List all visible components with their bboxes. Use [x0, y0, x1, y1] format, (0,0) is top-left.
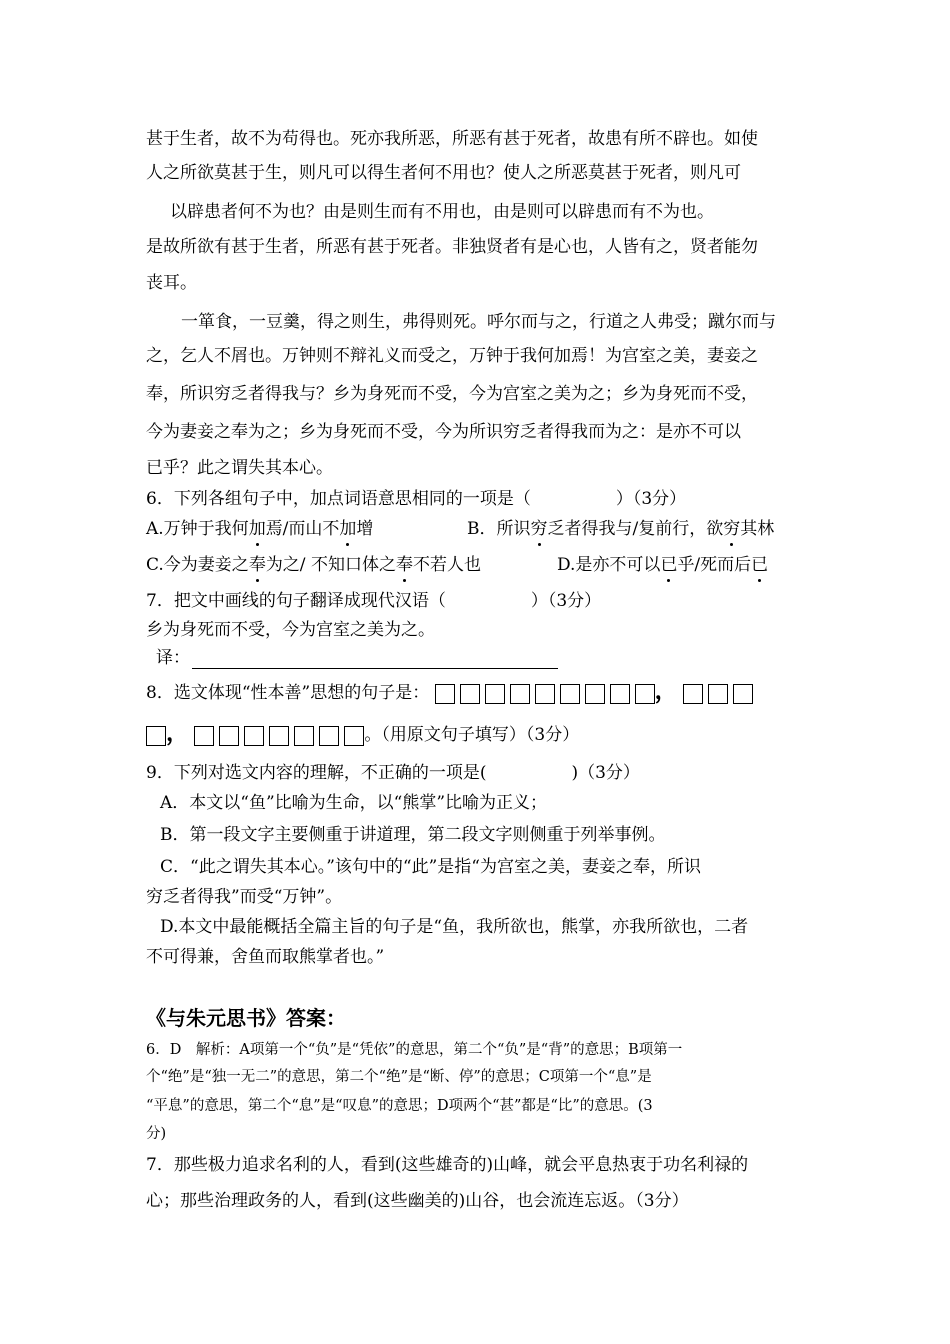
- question-9-option-d-cont: 不可得兼，舍鱼而取熊掌者也。”: [146, 947, 385, 967]
- answer-boxes: [683, 684, 753, 704]
- question-9-option-b: B．第一段文字主要侧重于讲道理，第二段文字则侧重于列举事例。: [160, 825, 666, 845]
- answer-box[interactable]: [708, 684, 728, 704]
- answer-box[interactable]: [683, 684, 703, 704]
- answer-box[interactable]: [460, 684, 480, 704]
- answer-box[interactable]: [510, 684, 530, 704]
- answer-box[interactable]: [535, 684, 555, 704]
- passage-line: 人之所欲莫甚于生，则凡可以得生者何不用也？使人之所恶莫甚于死者，则凡可: [146, 163, 741, 183]
- option-text: 其林: [740, 519, 775, 539]
- option-text: 增: [356, 519, 374, 539]
- answer-box[interactable]: [344, 726, 364, 746]
- answer-box[interactable]: [319, 726, 339, 746]
- option-text: 焉/而山不: [265, 519, 340, 539]
- question-8-line-1: [146, 678, 753, 706]
- dotted-word: 穷: [530, 519, 548, 539]
- answer-6-line: “平息”的意思，第二个“息”是“叹息”的意思；D项两个“甚”都是“比”的意思。(3: [146, 1098, 653, 1114]
- answer-box[interactable]: [435, 684, 455, 704]
- question-9-stem: 9．下列对选文内容的理解，不正确的一项是( )（3分）: [146, 763, 640, 783]
- answer-6-line: 6．D 解析：A项第一个“负”是“凭依”的意思，第二个“负”是“背”的意思；B项第一: [146, 1042, 683, 1058]
- option-text: 乎/死而后: [677, 555, 752, 575]
- option-text: 乏者得我与/复前行，欲: [547, 519, 724, 539]
- answer-boxes: [435, 684, 655, 704]
- answer-box[interactable]: [294, 726, 314, 746]
- passage-line: 一箪食，一豆羹，得之则生，弗得则死。呼尔而与之，行道之人弗受；蹴尔而与: [181, 312, 776, 332]
- passage-line: 是故所欲有甚于生者，所恶有甚于死者。非独贤者有是心也，人皆有之，贤者能勿: [146, 237, 758, 257]
- question-9-option-a: A．本文以“鱼”比喻为生命，以“熊掌”比喻为正义；: [160, 793, 548, 813]
- question-8-note: （用原文句子填写）（3分）: [381, 725, 580, 745]
- option-text: B．所识: [467, 519, 531, 539]
- dotted-word: 已: [751, 555, 769, 575]
- question-9-option-c-cont: 穷乏者得我”而受“万钟”。: [146, 887, 343, 907]
- passage-line: 丧耳。: [146, 273, 197, 293]
- question-6-option-a: [146, 518, 373, 540]
- passage-line: 已乎？此之谓失其本心。: [146, 458, 333, 478]
- answer-box[interactable]: [244, 726, 264, 746]
- option-text: 为之/ 不知口体之: [265, 555, 396, 575]
- answer-box[interactable]: [485, 684, 505, 704]
- question-9-option-c: C．“此之谓失其本心。”该句中的“此”是指“为宫室之美，妻妾之奉，所识: [160, 857, 701, 877]
- period: 。: [364, 725, 382, 745]
- translation-blank[interactable]: [192, 652, 558, 669]
- answer-box[interactable]: [635, 684, 655, 704]
- answer-box[interactable]: [219, 726, 239, 746]
- dotted-word: 奉: [395, 555, 413, 575]
- translation-label: 译：: [156, 648, 190, 668]
- answer-boxes: [146, 726, 166, 746]
- question-7-stem: 7．把文中画线的句子翻译成现代汉语（ ）（3分）: [146, 591, 602, 611]
- comma: ，: [166, 719, 189, 746]
- option-text: D.是亦不可以: [557, 555, 661, 575]
- dotted-word: 穷: [723, 519, 741, 539]
- answer-boxes: [194, 726, 364, 746]
- passage-line: 奉，所识穷乏者得我与？乡为身死而不受，今为宫室之美为之；乡为身死而不受，: [146, 384, 758, 404]
- answer-box[interactable]: [269, 726, 289, 746]
- answer-box[interactable]: [146, 726, 166, 746]
- passage-line: 以辟患者何不为也？由是则生而有不用也，由是则可以辟患而有不为也。: [170, 202, 714, 222]
- question-6-option-c: [146, 554, 481, 576]
- option-text: C.今为妻妾之: [146, 555, 249, 575]
- answer-box[interactable]: [733, 684, 753, 704]
- comma: ，: [654, 677, 678, 704]
- translation-line: [156, 647, 558, 669]
- option-text: A.万钟于我何: [146, 519, 249, 539]
- passage-line: 今为妻妾之奉为之；乡为身死而不受，今为所识穷乏者得我而为之：是亦不可以: [146, 422, 741, 442]
- passage-line: 之，乞人不屑也。万钟则不辩礼义而受之，万钟于我何加焉！为宫室之美，妻妾之: [146, 346, 758, 366]
- answer-6-line: 个“绝”是“独一无二”的意思，第二个“绝”是“断、停”的意思；C项第一个“息”是: [146, 1069, 652, 1085]
- question-9-option-d: D.本文中最能概括全篇主旨的句子是“鱼，我所欲也，熊掌，亦我所欲也，二者: [160, 917, 749, 937]
- answer-box[interactable]: [194, 726, 214, 746]
- answer-6-line: 分): [146, 1126, 167, 1142]
- question-8-line-2: [146, 720, 579, 748]
- dotted-word: 已: [660, 555, 678, 575]
- question-6-option-b: [467, 518, 774, 540]
- answers-heading: 《与朱元思书》答案：: [146, 1006, 346, 1030]
- passage-line: 甚于生者，故不为苟得也。死亦我所恶，所恶有甚于死者，故患有所不辟也。如使: [146, 129, 758, 149]
- question-8-stem: 8．选文体现“性本善”思想的句子是：: [146, 683, 430, 703]
- dotted-word: 加: [339, 519, 357, 539]
- option-text: 不若人也: [412, 555, 481, 575]
- question-7-sentence: 乡为身死而不受，今为宫室之美为之。: [146, 620, 435, 640]
- question-6-stem: 6．下列各组句子中，加点词语意思相同的一项是（ ）（3分）: [146, 489, 687, 509]
- answer-7-line: 7．那些极力追求名利的人，看到(这些雄奇的)山峰，就会平息热衷于功名利禄的: [146, 1155, 749, 1175]
- answer-box[interactable]: [585, 684, 605, 704]
- dotted-word: 奉: [248, 555, 266, 575]
- answer-box[interactable]: [560, 684, 580, 704]
- answer-7-line: 心；那些治理政务的人，看到(这些幽美的)山谷，也会流连忘返。（3分）: [146, 1191, 689, 1211]
- question-6-option-d: [557, 554, 768, 576]
- answer-box[interactable]: [610, 684, 630, 704]
- dotted-word: 加: [248, 519, 266, 539]
